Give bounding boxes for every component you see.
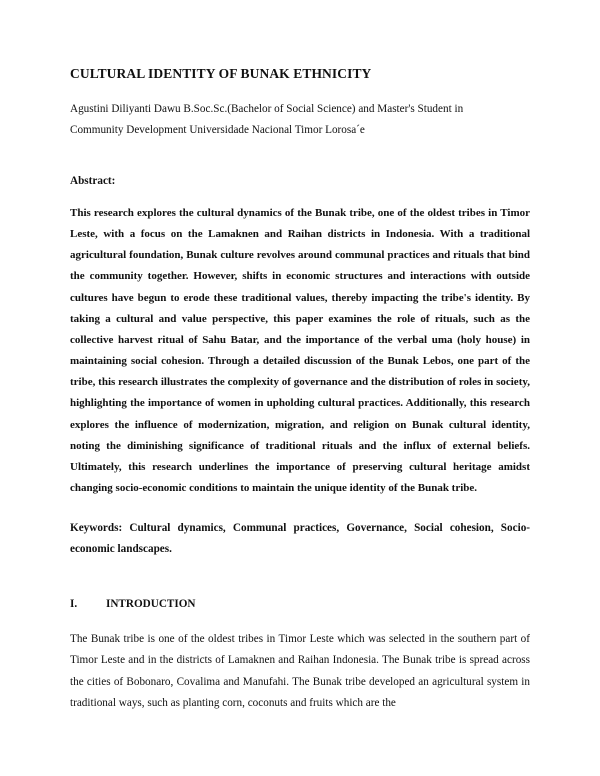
author-line-1: Agustini Diliyanti Dawu B.Soc.Sc.(Bachelor of Social Science) and Master's Student in [70, 103, 464, 115]
author-affiliation [70, 99, 530, 141]
introduction-paragraph: The Bunak tribe is one of the oldest tribes in Timor Leste which was selected in the southern part of Timor Leste and in the districts of Lamaknen and Raihan Indonesia. The Bunak tribe is spread across the cities of Bobonaro, Covalima and Manufahi. The Bunak tribe developed an agricultural system in traditional ways, such as planting corn, coconuts and fruits which are the [70, 633, 530, 709]
author-line-2: Community Development Universidade Nacional Timor Lorosa´e [70, 124, 365, 136]
abstract-body: This research explores the cultural dynamics of the Bunak tribe, one of the oldest tribes in Timor Leste, with a focus on the Lamaknen and Raihan districts in Indonesia. With a traditional agricultural foundation, Bunak culture revolves around communal practices and rituals that bind the community together. However, shifts in economic structures and interactions with outside cultures have begun to erode these traditional values, thereby impacting the tribe's identity. By taking a cultural and value perspective, this paper examines the role of rituals, such as the collective harvest ritual of Sahu Batar, and the importance of the verbal uma (holy house) in maintaining social cohesion. Through a detailed discussion of the Bunak Lebos, one part of the tribe, this research illustrates the complexity of governance and the distribution of roles in society, highlighting the importance of women in upholding cultural practices. Additionally, this research explores the influence of modernization, migration, and religion on Bunak cultural identity, noting the diminishing significance of traditional rituals and the influx of external beliefs. Ultimately, this research underlines the importance of preserving cultural heritage amidst changing socio-economic conditions to maintain the unique identity of the Bunak tribe. [70, 207, 530, 495]
paper-title: CULTURAL IDENTITY OF BUNAK ETHNICITY [70, 66, 372, 81]
section-number: I. [70, 598, 78, 610]
section-heading-introduction [70, 598, 530, 610]
keywords-text: Cultural dynamics, Communal practices, Governance, Social cohesion, Socio-economic landscapes. [70, 522, 531, 555]
section-title: INTRODUCTION [106, 598, 196, 610]
keywords-label: Keywords: [70, 522, 123, 534]
keywords [70, 518, 530, 560]
abstract-heading: Abstract: [70, 175, 116, 187]
